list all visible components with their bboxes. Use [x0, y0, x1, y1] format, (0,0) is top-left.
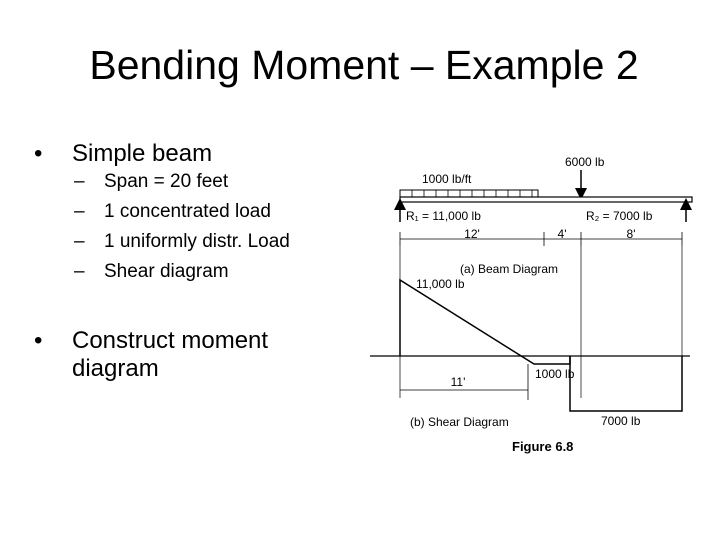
shear-right-label: 7000 lb	[601, 414, 641, 428]
sub-bullet-text: 1 uniformly distr. Load	[104, 231, 290, 252]
shear-curve	[400, 280, 570, 364]
dimension-label: 4'	[557, 227, 567, 241]
beam	[400, 197, 692, 202]
bullet-marker: •	[34, 327, 43, 354]
reaction-right-label: R₂ = 7000 lb	[586, 209, 653, 223]
shear-diagram-caption: (b) Shear Diagram	[410, 415, 509, 429]
dimension-label: 12'	[464, 227, 480, 241]
dash-marker: –	[74, 261, 85, 282]
dash-marker: –	[74, 231, 85, 252]
dimension-lines	[400, 232, 682, 246]
beam-figure	[360, 128, 700, 468]
shear-curve	[570, 356, 682, 411]
dash-marker: –	[74, 171, 85, 192]
figure-number: Figure 6.8	[512, 439, 574, 454]
dash-marker: –	[74, 201, 85, 222]
shear-left-label: 11,000 lb	[416, 277, 465, 291]
distributed-load-label: 1000 lb/ft	[422, 172, 472, 186]
beam-diagram-caption: (a) Beam Diagram	[460, 262, 559, 276]
bullet-text: Construct moment diagram	[72, 327, 269, 382]
bullet-text: Simple beam	[72, 140, 213, 167]
sub-bullet-text: Span = 20 feet	[104, 171, 229, 192]
dimension-label: 8'	[626, 227, 636, 241]
sub-bullet-text: 1 concentrated load	[104, 201, 271, 222]
shear-mid-label: 1000 lb	[535, 367, 575, 381]
slide-title: Bending Moment – Example 2	[89, 42, 639, 88]
reaction-left-label: R₁ = 11,000 lb	[406, 209, 481, 223]
sub-bullet-text: Shear diagram	[104, 261, 229, 282]
zero-point-label: 11'	[450, 375, 466, 389]
point-load-label: 6000 lb	[565, 155, 605, 169]
distributed-load-band	[400, 190, 538, 197]
bullet-marker: •	[34, 140, 43, 167]
